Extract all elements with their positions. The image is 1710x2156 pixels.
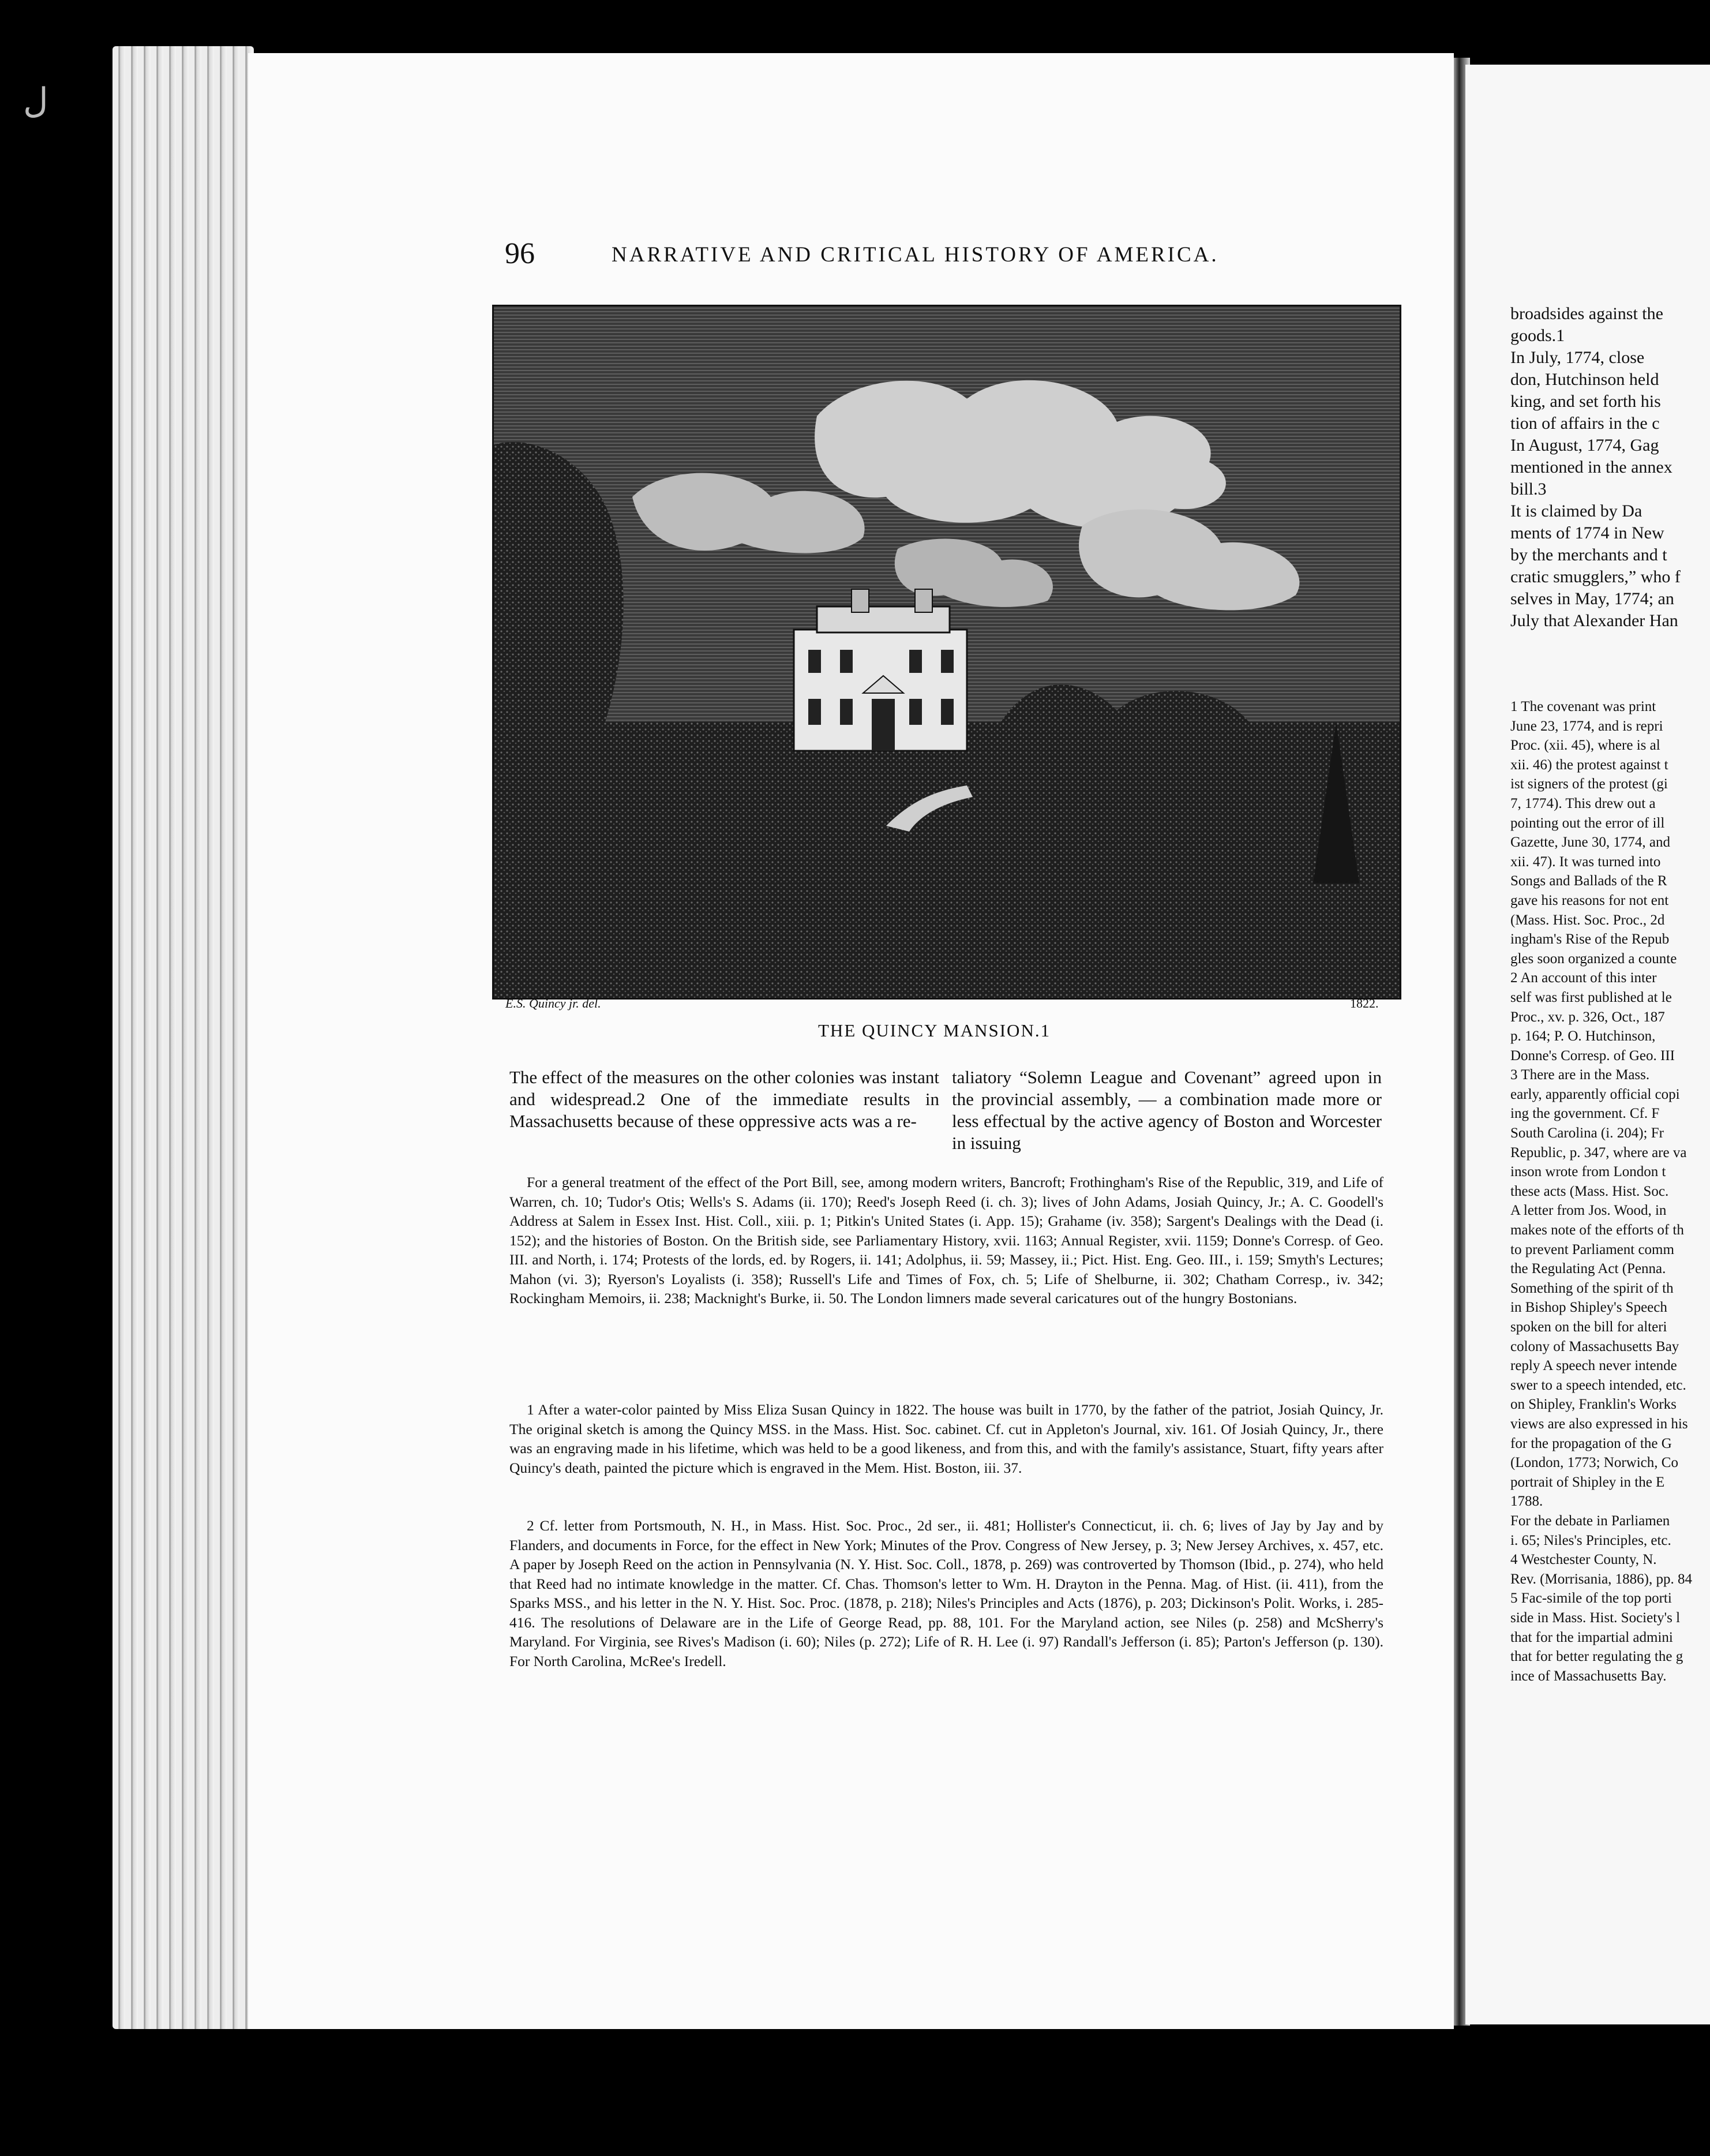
- page-number: 96: [505, 237, 535, 270]
- footnote-1-text: 1 After a water-color painted by Miss Eliza Susan Quincy in 1822. The house was built in 1770, by the father of the patriot, Josiah Quincy, Jr. The original sketch is among the Quincy MSS. in the Mass. Hist. Soc. cabinet. Cf. cut in Appleton's Journal, xiv. 161. Of Josiah Quincy, Jr., there was an engraving made in his lifetime, which was held to be a good likeness, and from this, and with the family's assistance, Stuart, fifty years after Quincy's death, painted the picture which is engraved in the Mem. Hist. Boston, iii. 37.: [509, 1401, 1383, 1476]
- footnote-2: [509, 1516, 1383, 1671]
- facing-footnote-line: side in Mass. Hist. Society's l: [1510, 1609, 1681, 1626]
- facing-footnote-line: (London, 1773; Norwich, Co: [1510, 1455, 1678, 1471]
- facing-footnote-line: 1 The covenant was print: [1510, 699, 1656, 714]
- facing-footnote-line: ing the government. Cf. F: [1510, 1106, 1660, 1122]
- facing-body-line: mentioned in the annex: [1510, 458, 1672, 477]
- facing-footnote-line: on Shipley, Franklin's Works: [1510, 1397, 1677, 1413]
- facing-footnote-line: gave his reasons for not ent: [1510, 892, 1669, 908]
- facing-footnote-line: Rev. (Morrisania, 1886), pp. 84: [1510, 1571, 1692, 1587]
- facing-footnote-line: to prevent Parliament comm: [1510, 1241, 1674, 1257]
- facing-footnote-line: 2 An account of this inter: [1510, 970, 1657, 986]
- body-column-left: [509, 1066, 939, 1132]
- facing-body-line: ments of 1774 in New: [1510, 523, 1664, 542]
- facing-body-line: tion of affairs in the c: [1510, 414, 1660, 433]
- facing-body-line: goods.1: [1510, 326, 1565, 345]
- facing-body-line: July that Alexander Han: [1510, 611, 1678, 630]
- facing-footnote-line: 1788.: [1510, 1494, 1543, 1510]
- facing-body-line: bill.3: [1510, 480, 1547, 499]
- facing-footnote-line: 7, 1774). This drew out a: [1510, 795, 1656, 811]
- facing-footnote-line: xii. 47). It was turned into: [1510, 854, 1661, 870]
- quincy-mansion-engraving: [492, 305, 1401, 1000]
- facing-footnote-line: i. 65; Niles's Principles, etc.: [1510, 1532, 1671, 1548]
- facing-footnote-line: self was first published at le: [1510, 989, 1672, 1005]
- facing-body-line: broadsides against the: [1510, 304, 1663, 323]
- facing-footnote-line: the Regulating Act (Penna.: [1510, 1261, 1666, 1277]
- facing-footnote-line: reply A speech never intende: [1510, 1358, 1677, 1374]
- body-text-right: taliatory “Solemn League and Covenant” agreed upon in the provincial assembly, — a combination made more or less effectual by the active agency of Boston and Worcester in issuing: [952, 1067, 1382, 1153]
- facing-footnote-line: colony of Massachusetts Bay: [1510, 1338, 1679, 1354]
- facing-footnote-line: portrait of Shipley in the E: [1510, 1474, 1665, 1490]
- footnote-2-text: 2 Cf. letter from Portsmouth, N. H., in Mass. Hist. Soc. Proc., 2d ser., ii. 481; Hollister's Connecticut, ii. ch. 6; lives of Jay by Jay and by Flanders, and documents in Force, for the effect in New York; Minutes of the Prov. Congress of New Jersey, p. 3; New Jersey Archives, x. 457, etc. A paper by Joseph Reed on the action in Pennsylvania (N. Y. Hist. Soc. Coll., 1878, p. 269) was controverted by Thomson (Ibid., p. 274), who held that Reed had no intimate knowledge in the matter. Cf. Chas. Thomson's letter to Wm. H. Drayton in the Penna. Mag. of Hist. (ii. 411), from the Sparks MSS., and his letter in the N. Y. Hist. Soc. Proc. (1878, p. 218); Niles's Principles and Acts (1876), p. 203; Dickinson's Polit. Works, i. 285-416. The resolutions of Delaware are in the Life of George Read, pp. 88, 101. For the Maryland action, see Niles (p. 258) and McSherry's Maryland. For Virginia, see Rives's Madison (i. 60); Niles (p. 272); Life of R. H. Lee (i. 97) Randall's Jefferson (i. 85); Parton's Jefferson (p. 130). For North Carolina, McRee's Iredell.: [509, 1517, 1383, 1670]
- facing-footnote-line: views are also expressed in his: [1510, 1416, 1688, 1432]
- facing-footnote-line: for the propagation of the G: [1510, 1435, 1672, 1451]
- facing-footnote-line: spoken on the bill for alteri: [1510, 1319, 1667, 1335]
- facing-footnote-line: South Carolina (i. 204); Fr: [1510, 1125, 1664, 1141]
- facing-footnote-line: Donne's Corresp. of Geo. III: [1510, 1047, 1675, 1064]
- facing-footnote-line: Proc., xv. p. 326, Oct., 187: [1510, 1009, 1665, 1025]
- footnote-1: [509, 1400, 1383, 1477]
- facing-footnote-line: 5 Fac-simile of the top porti: [1510, 1590, 1672, 1607]
- running-title: NARRATIVE AND CRITICAL HISTORY OF AMERICA.: [612, 243, 1219, 267]
- facing-footnote-line: ingham's Rise of the Repub: [1510, 931, 1670, 948]
- page-stack-edges: [112, 46, 254, 2029]
- facing-footnote-line: xii. 46) the protest against t: [1510, 757, 1668, 773]
- facing-footnote-line: in Bishop Shipley's Speech: [1510, 1300, 1667, 1316]
- facing-footnote-line: p. 164; P. O. Hutchinson,: [1510, 1028, 1656, 1045]
- facing-body-line: cratic smugglers,” who f: [1510, 567, 1681, 586]
- facing-body-line: by the merchants and t: [1510, 545, 1667, 564]
- figure-date: 1822.: [1350, 996, 1379, 1010]
- facing-footnote-line: For the debate in Parliamen: [1510, 1513, 1670, 1529]
- facing-body-line: king, and set forth his: [1510, 392, 1661, 411]
- facing-footnote-line: gles soon organized a counte: [1510, 950, 1677, 967]
- facing-body-line: selves in May, 1774; an: [1510, 589, 1674, 608]
- footnote-general: [509, 1173, 1383, 1308]
- footnote-general-text: For a general treatment of the effect of the Port Bill, see, among modern writers, Bancroft; Frothingham's Rise of the Republic, 319, and Life of Warren, ch. 10; Tudor's Otis; Wells's S. Adams (ii. 170); Reed's Joseph Reed (i. ch. 3); lives of John Adams, Josiah Quincy, Jr.; A. C. Goodell's Address at Salem in Essex Inst. Hist. Coll., xiii. p. 1; Pitkin's United States (i. App. 15); Grahame (iv. 358); Sargent's Dealings with the Dead (i. 152); and the histories of Boston. On the British side, see Parliamentary History, xvii. 1163; Annual Register, xvii. 1159; Donne's Corresp. of Geo. III. and North, i. 174; Protests of the lords, ed. by Rogers, ii. 141; Adolphus, ii. 59; Massey, ii.; Pict. Hist. Eng. Geo. III., i. 159; Smyth's Lectures; Mahon (vi. 3); Ryerson's Loyalists (i. 358); Russell's Life and Times of Fox, ch. 5; Life of Shelburne, ii. 302; Chatham Corresp., iv. 342; Rockingham Memoirs, ii. 238; Macknight's Burke, ii. 50. The London limners made several caricatures out of the hungry Bostonians.: [509, 1174, 1383, 1307]
- facing-footnote-line: that for better regulating the g: [1510, 1649, 1683, 1665]
- body-text-left: The effect of the measures on the other colonies was instant and widespread.2 One of the immediate results in Massachusetts because of these oppressive acts was a re-: [509, 1067, 939, 1131]
- facing-footnote-line: 4 Westchester County, N.: [1510, 1552, 1657, 1568]
- facing-footnote-line: makes note of the efforts of th: [1510, 1222, 1684, 1238]
- facing-footnote-line: swer to a speech intended, etc.: [1510, 1377, 1686, 1393]
- facing-footnote-line: Songs and Ballads of the R: [1510, 873, 1667, 889]
- engraving-illustration: [494, 306, 1400, 998]
- facing-body-line: don, Hutchinson held: [1510, 370, 1659, 389]
- scanner-mark: ل: [23, 82, 48, 120]
- facing-footnote-line: A letter from Jos. Wood, in: [1510, 1203, 1667, 1219]
- facing-footnote-line: pointing out the error of ill: [1510, 815, 1665, 831]
- facing-body-line: It is claimed by Da: [1510, 501, 1642, 521]
- facing-footnote-line: Proc. (xii. 45), where is al: [1510, 738, 1660, 754]
- facing-page-footnotes: [1510, 697, 1710, 1686]
- facing-footnote-line: ist signers of the protest (gi: [1510, 776, 1668, 792]
- facing-footnote-line: ince of Massachusetts Bay.: [1510, 1668, 1667, 1684]
- facing-footnote-line: (Mass. Hist. Soc. Proc., 2d: [1510, 912, 1665, 928]
- body-column-right: [952, 1066, 1382, 1154]
- facing-footnote-line: Gazette, June 30, 1774, and: [1510, 834, 1671, 851]
- figure-caption: THE QUINCY MANSION.1: [818, 1020, 1051, 1040]
- facing-footnote-line: early, apparently official copi: [1510, 1086, 1680, 1102]
- facing-footnote-line: these acts (Mass. Hist. Soc.: [1510, 1183, 1669, 1199]
- facing-footnote-line: Republic, p. 347, where are va: [1510, 1144, 1687, 1161]
- facing-footnote-line: Something of the spirit of th: [1510, 1280, 1674, 1296]
- facing-body-line: In July, 1774, close: [1510, 348, 1645, 367]
- facing-page-body: [1510, 303, 1710, 632]
- facing-footnote-line: inson wrote from London t: [1510, 1164, 1666, 1180]
- facing-body-line: In August, 1774, Gag: [1510, 436, 1659, 455]
- artist-credit: E.S. Quincy jr. del.: [505, 996, 601, 1010]
- facing-footnote-line: June 23, 1774, and is repri: [1510, 718, 1663, 734]
- facing-footnote-line: 3 There are in the Mass.: [1510, 1067, 1650, 1083]
- facing-footnote-line: that for the impartial admini: [1510, 1629, 1673, 1645]
